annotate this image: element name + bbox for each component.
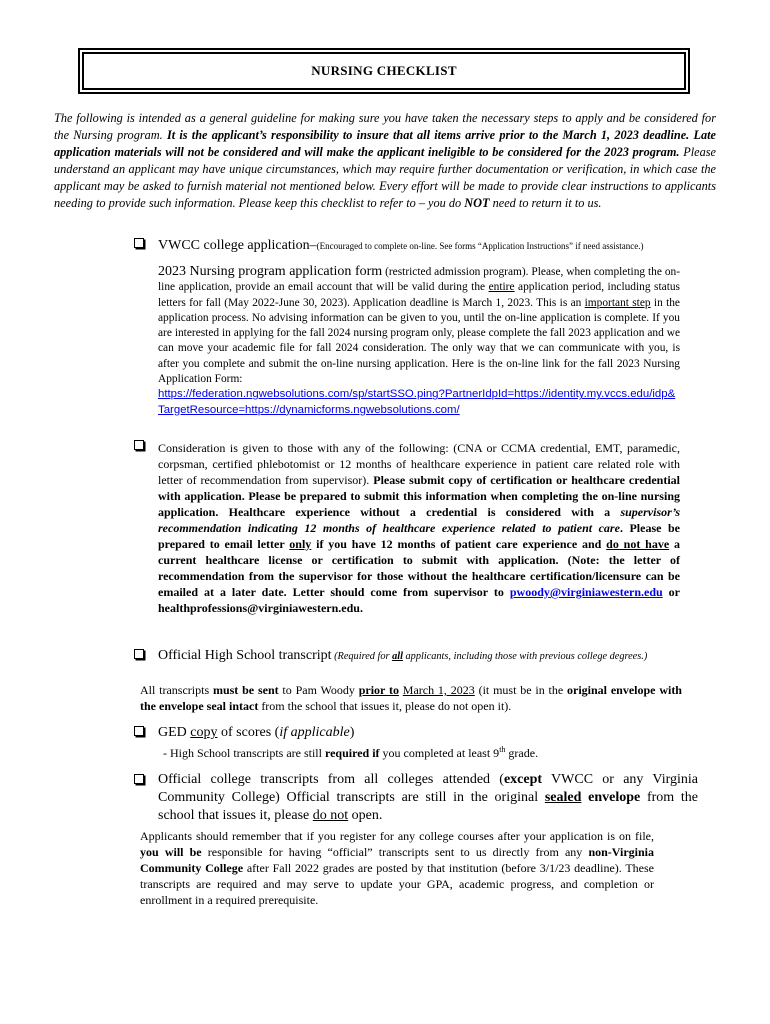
page-title: NURSING CHECKLIST [311,63,457,78]
ged-text-2: of scores ( [217,725,280,740]
important-step-underlined: important step [584,296,651,309]
reg-note-3: after Fall 2022 grades are posted by that institution (before 3/1/23 deadline). These transcripts are required and may serve to update your GPA, academic progress, and completion or enrollment in a required prerequisite. [140,861,655,907]
copy-underlined: copy [190,725,218,740]
prior-to: prior to [358,683,399,697]
hs-note-2: applicants, including those with previous college degrees.) [402,651,648,662]
required-if: required if [324,746,380,760]
item-hs-transcript [158,647,680,666]
college-transcript-text-2: VWCC or any Virginia Community College) Official transcripts are still in the original [158,772,698,805]
supervisor-recommendation: supervisor’s recommendation indicating 12 months of healthcare experience related to patient care [158,505,680,535]
college-application-note: (Encouraged to complete on-line. See forms “Application Instructions” if need assistance.) [316,241,644,251]
envelope-bold: envelope [588,790,641,805]
nursing-form-text: (restricted admission program). Please, when completing the on-line application, provide an email account that will be valid during the [158,266,680,294]
original-envelope: original envelope with the envelope seal intact [140,683,682,713]
do-not-have-underlined: do not have [606,537,670,551]
intro-text-2: Please understand an applicant may have unique circumstances, which may require further documentation or verification, in which case the applicant may be asked to furnish material not mentioned below. Every effort will be made to provide clear instructions to applicants needing to provide such information. Please keep this checklist to refer to – you do [54,145,717,211]
intro-paragraph [54,110,716,213]
checkbox-college-application[interactable] [134,238,144,248]
credential-bold-4: a current healthcare license or certification to submit with application. (Note: the letter of recommendation from the supervisor for those without the healthcare certification/licensure can be emailed at a later date. Letter should come from supervisor to [158,537,680,599]
checkbox-hs-transcript[interactable] [134,649,144,659]
deadline-date: March 1, 2023 [402,683,475,697]
checkbox-college-transcripts[interactable] [134,774,144,784]
ged-text-3: ) [349,725,355,740]
college-registration-note [140,828,654,908]
nursing-application-link[interactable]: https://federation.ngwebsolutions.com/sp/startSSO.ping?PartnerIdpId=https://identity.my.vccs.edu/idp&TargetResource=https://dynamicforms.ngwebsolutions.com/ [158,388,676,416]
checkbox-healthcare-credential[interactable] [134,440,144,450]
item-college-transcripts [158,771,698,825]
item-college-application [158,237,698,255]
sealed-underlined: sealed [544,790,582,805]
intro-text: The following is intended as a general guideline for making sure you have taken the necessary steps to apply and be considered for the Nursing program. [54,111,716,143]
ged-sub-2: you completed at least 9 [379,746,500,760]
must-be-sent: must be sent [212,683,279,697]
intro-text-3: need to return it to us. [489,196,602,211]
hs-instr-2: to Pam Woody [278,683,359,697]
ged-sub-3: grade. [505,746,539,760]
hs-instr-1: All transcripts [140,683,213,697]
nursing-form-text-3: in the application process. No advising information can be given to you, until the on-line application is complete. If you are interested in applying for the fall 2024 nursing program only, please complete the fall 2023 application and we can move your academic file for fall 2024 consideration. The only way that we can communicate with you, is after you complete and submit the on-line nursing application. Here is the on-line link for the fall 2023 Nursing Application Form: [158,296,680,386]
hs-transcript-label: Official High School transcript [158,648,332,663]
you-will-be: you will be [140,845,202,859]
hs-instr-3: (it must be in the [474,683,568,697]
nursing-form-label: 2023 Nursing program application form [158,264,383,279]
credential-bold-2: . Please be prepared to email letter [158,521,680,551]
credential-bold-3: if you have 12 months of patient care experience and [311,537,607,551]
hs-instr-4: from the school that issues it, please do not open it). [258,699,512,713]
reg-note-1: Applicants should remember that if you register for any college courses after your application is on file, [140,829,654,843]
college-transcript-text-4: open. [348,808,383,823]
college-transcript-text: Official college transcripts from all colleges attended ( [158,772,504,787]
hs-note: (Required for [331,651,393,662]
checkbox-ged[interactable] [134,726,144,736]
credential-bold: Please submit copy of certification or healthcare credential with application. Please be prepared to submit this information when completing the on-line nursing application. Healthcare experience without a credential is considered with a [158,473,680,519]
except-bold: except [503,772,543,787]
email-link-pwoody[interactable]: pwoody@virginiawestern.edu [509,585,663,599]
non-vcc: non-Virginia Community College [140,845,655,875]
nursing-form-text-2: application period, including status letters for fall (May 2022-June 30, 2023). Application deadline is March 1, 2023. This is an [158,281,680,309]
if-applicable: if applicable [279,725,350,740]
credential-text: Consideration is given to those with any of the following: (CNA or CCMA credential, EMT, paramedic, corpsman, certified phlebotomist or 12 months of healthcare experience in patient care related role with letter of recommendation from supervisor). [158,441,680,487]
credential-bold-5: or healthprofessions@virginiawestern.edu. [158,585,681,615]
only-underlined: only [289,537,312,551]
do-not-underlined: do not [312,808,349,823]
all-underlined: all [392,651,403,662]
item-nursing-application-form [158,264,680,418]
intro-not: NOT [464,196,490,211]
intro-deadline-bold: It is the applicant’s responsibility to insure that all items arrive prior to the March 1, 2023 deadline. Late application materials will not be considered and will make the applicant ineligible to be considered for the 2023 program. [54,128,717,160]
entire-underlined: entire [488,281,515,294]
ged-text: GED [158,725,191,740]
item-healthcare-credential [158,440,680,616]
reg-note-2: responsible for having “official” transcripts sent to us directly from any [201,845,589,859]
hs-transcript-instructions [140,682,682,714]
ordinal-th: th [499,745,506,754]
college-application-label: VWCC college application [158,238,310,253]
ged-subnote [163,745,683,761]
title-box [78,48,690,94]
college-transcript-text-3: from the school that issues it, please [158,790,698,823]
ged-sub-1: - High School transcripts are still [163,746,325,760]
dash: – [309,238,317,253]
item-ged [158,724,680,742]
